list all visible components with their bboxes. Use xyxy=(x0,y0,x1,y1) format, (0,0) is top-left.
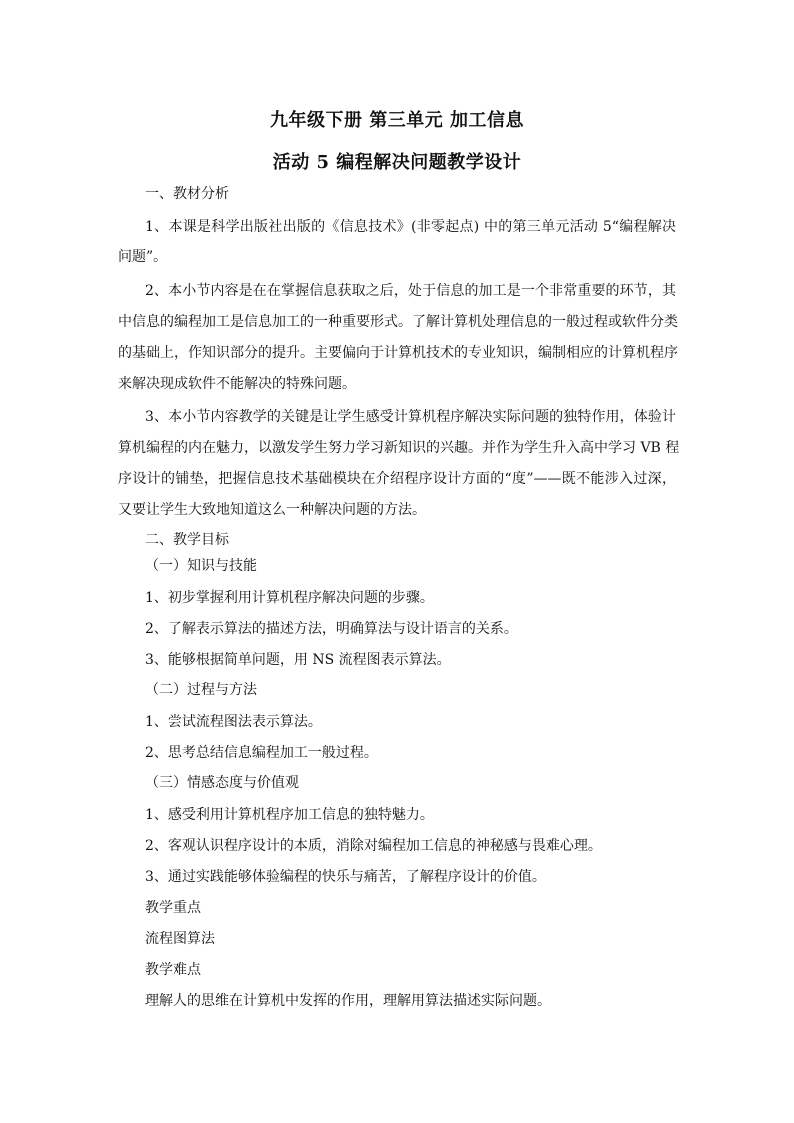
paragraph-3-line-2: 算机编程的内在魅力，以激发学生努力学习新知识的兴趣。并作为学生升入高中学习 VB 程 xyxy=(118,440,680,456)
paragraph-2-line-4: 来解决现成软件不能解决的特殊问题。 xyxy=(118,376,356,392)
paragraph-2-line-2: 中信息的编程加工是信息加工的一种重要形式。了解计算机处理信息的一般过程或软件分类 xyxy=(118,314,678,330)
attitude-item-2: 2、客观认识程序设计的本质，消除对编程加工信息的神秘感与畏难心理。 xyxy=(145,838,602,854)
key-point-label: 教学重点 xyxy=(145,900,201,916)
paragraph-2-line-3: 的基础上，作知识部分的提升。主要偏向于计算机技术的专业知识，编制相应的计算机程序 xyxy=(118,345,678,361)
document-subtitle: 活动 5 编程解决问题教学设计 xyxy=(272,152,522,173)
process-item-1: 1、尝试流程图法表示算法。 xyxy=(145,714,322,730)
difficulty-value: 理解人的思维在计算机中发挥的作用，理解用算法描述实际问题。 xyxy=(145,993,551,1009)
section-heading-goals: 二、教学目标 xyxy=(145,532,229,548)
paragraph-1-line-2: 问题”。 xyxy=(118,249,168,265)
paragraph-1-line-1: 1、本课是科学出版社出版的《信息技术》(非零起点) 中的第三单元活动 5“编程解决 xyxy=(145,219,676,235)
subheading-attitude: （三）情感态度与价值观 xyxy=(145,775,299,791)
document-title: 九年级下册 第三单元 加工信息 xyxy=(269,110,525,131)
paragraph-3-line-1: 3、本小节内容教学的关键是让学生感受计算机程序解决实际问题的独特作用，体验计 xyxy=(145,409,676,425)
process-item-2: 2、思考总结信息编程加工一般过程。 xyxy=(145,745,378,761)
paragraph-3-line-3: 序设计的铺垫，把握信息技术基础模块在介绍程序设计方面的“度”——既不能涉入过深， xyxy=(118,471,676,487)
key-point-value: 流程图算法 xyxy=(145,931,215,947)
paragraph-2-line-1: 2、本小节内容是在在掌握信息获取之后，处于信息的加工是一个非常重要的环节，其 xyxy=(145,283,676,299)
attitude-item-3: 3、通过实践能够体验编程的快乐与痛苦，了解程序设计的价值。 xyxy=(145,869,546,885)
difficulty-label: 教学难点 xyxy=(145,962,201,978)
knowledge-item-2: 2、了解表示算法的描述方法，明确算法与设计语言的关系。 xyxy=(145,621,518,637)
knowledge-item-1: 1、初步掌握利用计算机程序解决问题的步骤。 xyxy=(145,590,434,606)
subheading-knowledge: （一）知识与技能 xyxy=(145,558,257,574)
subheading-process: （二）过程与方法 xyxy=(145,682,257,698)
section-heading-analysis: 一、教材分析 xyxy=(145,186,229,202)
paragraph-3-line-4: 又要让学生大致地知道这么一种解决问题的方法。 xyxy=(118,502,426,518)
attitude-item-1: 1、感受利用计算机程序加工信息的独特魅力。 xyxy=(145,807,434,823)
knowledge-item-3: 3、能够根据简单问题，用 NS 流程图表示算法。 xyxy=(145,652,451,668)
